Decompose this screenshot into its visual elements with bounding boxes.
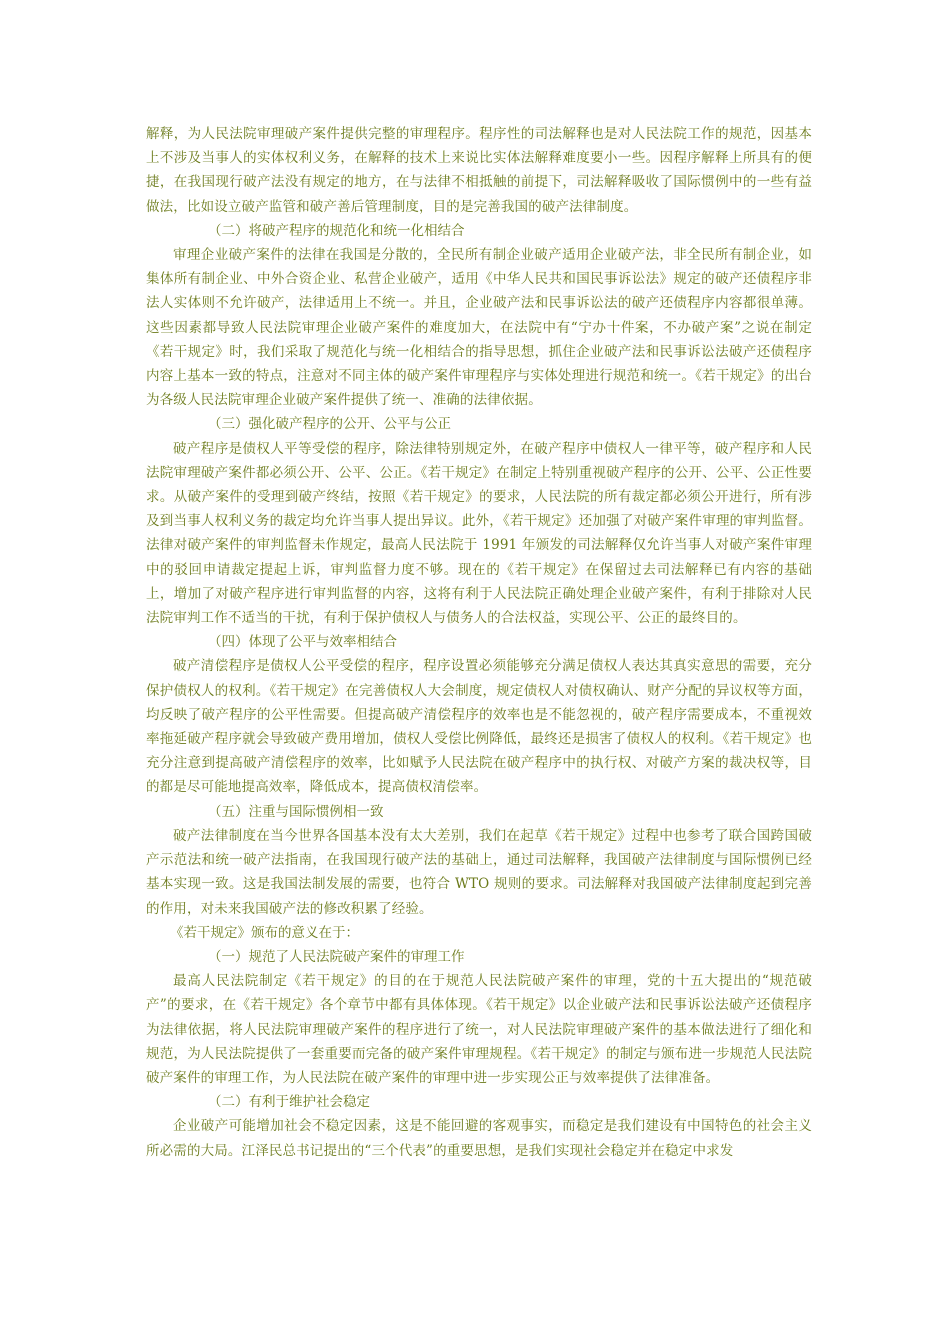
heading-regulating-trials: （一）规范了人民法院破产案件的审理工作: [208, 948, 465, 965]
paragraph-social-stability: 企业破产可能增加社会不稳定因素，这是不能回避的客观事实，而稳定是我们建设有中国特色的社会主义所必需的大局。江泽民总书记提出的“三个代表”的重要思想，是我们实现社会稳定并在稳定中求发: [146, 1118, 812, 1159]
heading-international-practice: （五）注重与国际惯例相一致: [208, 803, 384, 820]
heading-significance: 《若干规定》颁布的意义在于：: [170, 924, 359, 941]
heading-social-stability: （二）有利于维护社会稳定: [208, 1094, 370, 1111]
paragraph-fairness-efficiency: 破产清偿程序是债权人公平受偿的程序，程序设置必须能够充分满足债权人表达其真实意思的需要，充分保护债权人的权利。《若干规定》在完善债权人大会制度，规定债权人对债权确认、财产分配的异议权等方面，均反映了破产程序的公平性需要。但提高破产清偿程序的效率也是不能忽视的，破产程序需要成本，不重视效率拖延破产程序就会导致破产费用增加，债权人受偿比例降低，最终还是损害了债权人的权利。《若干规定》也充分注意到提高破产清偿程序的效率，比如赋予人民法院在破产程序中的执行权、对破产方案的裁决权等，目的都是尽可能地提高效率，降低成本，提高债权清偿率。: [146, 658, 812, 796]
paragraph-standardization-unification: 审理企业破产案件的法律在我国是分散的，全民所有制企业破产适用企业破产法，非全民所有制企业，如集体所有制企业、中外合资企业、私营企业破产，适用《中华人民共和国民事诉讼法》规定的破产还债程序非法人实体则不允许破产，法律适用上不统一。并且，企业破产法和民事诉讼法的破产还债程序内容都很单薄。这些因素都导致人民法院审理企业破产案件的难度加大，在法院中有“宁办十件案，不办破产案”之说在制定《若干规定》时，我们采取了规范化与统一化相结合的指导思想，抓住企业破产法和民事诉讼法破产还债程序内容上基本一致的特点，注意对不同主体的破产案件审理程序与实体处理进行规范和统一。《若干规定》的出台为各级人民法院审理企业破产案件提供了统一、准确的法律依据。: [146, 247, 812, 409]
heading-fairness-efficiency: （四）体现了公平与效率相结合: [208, 634, 397, 651]
paragraph-openness-fairness-justice: 破产程序是债权人平等受偿的程序，除法律特别规定外，在破产程序中债权人一律平等，破产程序和人民法院审理破产案件都必须公开、公平、公正。《若干规定》在制定上特别重视破产程序的公开、公平、公正性要求。从破产案件的受理到破产终结，按照《若干规定》的要求，人民法院的所有裁定都必须公开进行，所有涉及到当事人权利义务的裁定均允许当事人提出异议。此外，《若干规定》还加强了对破产案件审理的审判监督。法律对破产案件的审判监督未作规定，最高人民法院于 1991 年颁发的司法解释仅允许当事人对破产案件审理中的驳回申请裁定提起上诉，审判监督力度不够。现在的《若干规定》在保留过去司法解释已有内容的基础上，增加了对破产程序进行审判监督的内容，这将有利于人民法院正确处理企业破产案件，有利于排除对人民法院审判工作不适当的干扰，有利于保护债权人与债务人的合法权益，实现公平、公正的最终目的。: [146, 440, 812, 627]
paragraph-regulating-trials: 最高人民法院制定《若干规定》的目的在于规范人民法院破产案件的审理，党的十五大提出的“规范破产”的要求，在《若干规定》各个章节中都有具体体现。《若干规定》以企业破产法和民事诉讼法破产还债程序为法律依据，将人民法院审理破产案件的程序进行了统一，对人民法院审理破产案件的基本做法进行了细化和规范，为人民法院提供了一套重要而完备的破产案件审理规程。《若干规定》的制定与颁布进一步规范人民法院破产案件的审理工作，为人民法院在破产案件的审理中进一步实现公正与效率提供了法律准备。: [146, 973, 812, 1086]
paragraph-intro-continuation: 解释，为人民法院审理破产案件提供完整的审理程序。程序性的司法解释也是对人民法院工作的规范，因基本上不涉及当事人的实体权利义务，在解释的技术上来说比实体法解释难度要小一些。因程序解释上所具有的便捷，在我国现行破产法没有规定的地方，在与法律不相抵触的前提下，司法解释吸收了国际惯例中的一些有益做法，比如设立破产监管和破产善后管理制度，目的是完善我国的破产法律制度。: [146, 126, 812, 215]
document-page: [146, 122, 812, 1163]
paragraph-international-practice: 破产法律制度在当今世界各国基本没有太大差别，我们在起草《若干规定》过程中也参考了联合国跨国破产示范法和统一破产法指南，在我国现行破产法的基础上，通过司法解释，我国破产法律制度与国际惯例已经基本实现一致。这是我国法制发展的需要，也符合 WTO 规则的要求。司法解释对我国破产法律制度起到完善的作用，对未来我国破产法的修改积累了经验。: [146, 827, 812, 917]
heading-standardization-unification: （二）将破产程序的规范化和统一化相结合: [208, 222, 465, 239]
heading-openness-fairness-justice: （三）强化破产程序的公开、公平与公正: [208, 416, 451, 433]
